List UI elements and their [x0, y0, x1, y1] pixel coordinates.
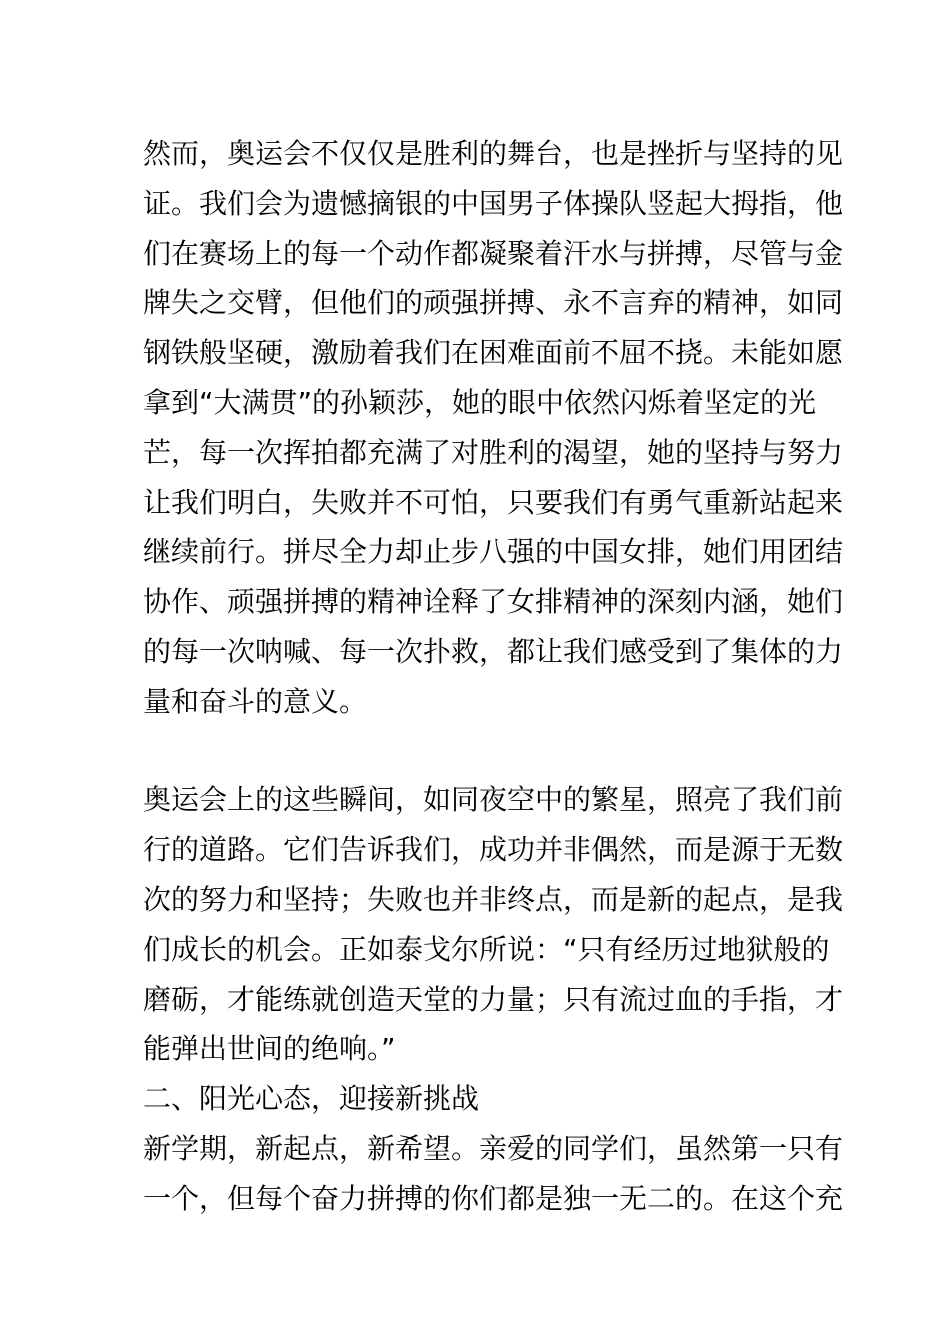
- text-line: 让我们明白，失败并不可怕，只要我们有勇气重新站起来: [143, 486, 844, 519]
- text-line: 磨砺，才能练就创造天堂的力量；只有流过血的手指，才: [143, 983, 844, 1016]
- text-line: 钢铁般坚硬，激励着我们在困难面前不屈不挠。未能如愿: [143, 336, 844, 369]
- text-line: 牌失之交臂，但他们的顽强拼搏、永不言弃的精神，如同: [143, 286, 844, 319]
- text-line: 拿到“大满贯”的孙颖莎，她的眼中依然闪烁着坚定的光: [143, 386, 817, 419]
- text-line: 协作、顽强拼搏的精神诠释了女排精神的深刻内涵，她们: [143, 585, 844, 618]
- text-line: 证。我们会为遗憾摘银的中国男子体操队竖起大拇指，他: [143, 187, 844, 220]
- text-line: 行的道路。它们告诉我们，成功并非偶然，而是源于无数: [143, 833, 844, 866]
- text-line: 芒，每一次挥拍都充满了对胜利的渴望，她的坚持与努力: [143, 436, 844, 469]
- text-line: 次的努力和坚持；失败也并非终点，而是新的起点，是我: [143, 883, 844, 916]
- text-line: 能弹出世间的绝响。”: [143, 1032, 396, 1065]
- text-line: 们在赛场上的每一个动作都凝聚着汗水与拼搏，尽管与金: [143, 237, 844, 270]
- section-heading: 二、阳光心态，迎接新挑战: [143, 1082, 480, 1115]
- text-line: 奥运会上的这些瞬间，如同夜空中的繁星，照亮了我们前: [143, 783, 844, 816]
- text-line: 继续前行。拼尽全力却止步八强的中国女排，她们用团结: [143, 535, 844, 568]
- text-line: 们成长的机会。正如泰戈尔所说：“只有经历过地狱般的: [143, 933, 830, 966]
- text-line: 一个，但每个奋力拼搏的你们都是独一无二的。在这个充: [143, 1182, 844, 1215]
- text-line: 量和奋斗的意义。: [143, 685, 368, 718]
- text-line: 然而，奥运会不仅仅是胜利的舞台，也是挫折与坚持的见: [143, 137, 844, 170]
- text-line: 的每一次呐喊、每一次扑救，都让我们感受到了集体的力: [143, 635, 844, 668]
- text-line: 新学期，新起点，新希望。亲爱的同学们，虽然第一只有: [143, 1132, 844, 1165]
